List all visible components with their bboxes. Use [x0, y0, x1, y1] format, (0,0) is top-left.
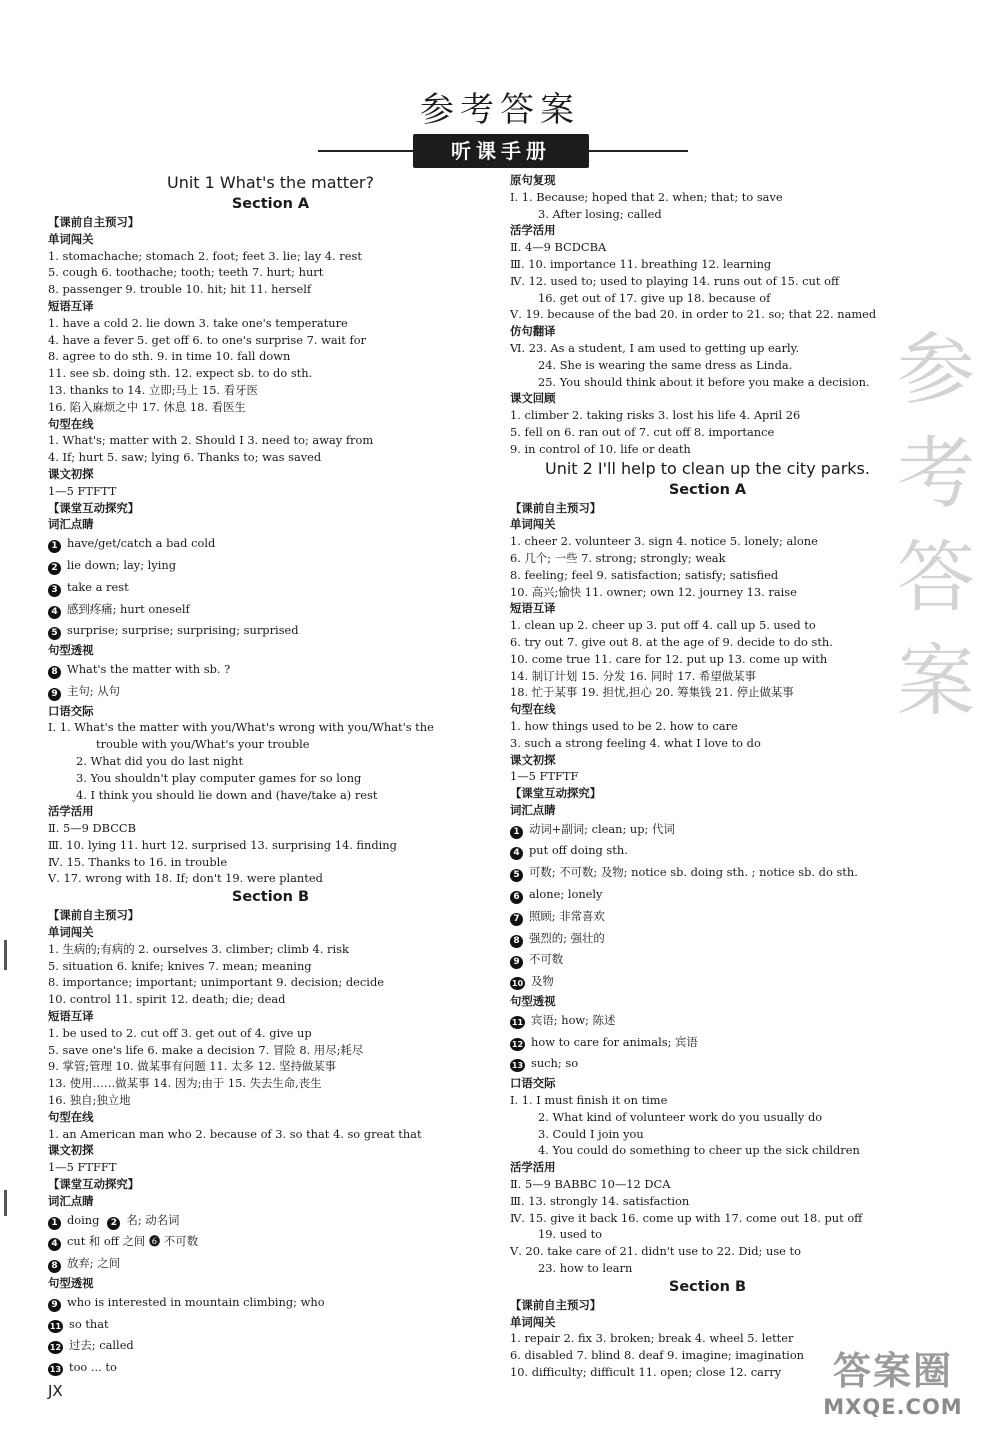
- answer-line: Ⅵ. 23. As a student, I am used to getting up early.: [510, 340, 800, 355]
- answer-line: 13. 使用……做某事 14. 因为;由于 15. 失去生命,丧生: [48, 1076, 322, 1091]
- answer-text: 放弃; 之间: [67, 1256, 121, 1271]
- answer-line: 8. passenger 9. trouble 10. hit; hit 11. herself: [48, 282, 312, 297]
- subsection-heading: 活学活用: [510, 223, 556, 238]
- answer-line: 25. You should think about it before you make a decision.: [538, 374, 870, 389]
- answer-line: 5. fell on 6. ran out of 7. cut off 8. importance: [510, 424, 775, 439]
- answer-line: 8. importance; important; unimportant 9. decision; decide: [48, 975, 384, 990]
- numbered-answer: [48, 599, 493, 621]
- answer-line: 1. cheer 2. volunteer 3. sign 4. notice 5. lonely; alone: [510, 534, 818, 549]
- right-column: [510, 172, 905, 1381]
- numbered-answer: [48, 1231, 493, 1253]
- subsection-heading: 原句复现: [510, 173, 556, 187]
- answer-line: 1. how things used to be 2. how to care: [510, 718, 738, 733]
- subsection-heading: 句型透视: [48, 643, 94, 658]
- watermark-text: [892, 318, 980, 734]
- subsection-heading: 句型在线: [48, 1109, 94, 1124]
- number-badge: 12: [511, 1039, 524, 1049]
- answer-text: doing: [67, 1212, 100, 1227]
- numbered-answer: [510, 971, 905, 993]
- number-badge: 4: [48, 1238, 61, 1251]
- number-badge: 8: [48, 666, 61, 679]
- answer-line: 1. What's; matter with 2. Should I 3. need to; away from: [48, 433, 374, 448]
- answer-line: 10. 高兴;愉快 11. owner; own 12. journey 13. raise: [510, 584, 797, 599]
- subsection-heading: 课文初探: [48, 466, 94, 481]
- answer-text: who is interested in mountain climbing; who: [67, 1294, 325, 1309]
- numbered-answer: [510, 1010, 905, 1032]
- answer-line: Ⅰ. 1. What's the matter with you/What's wrong with you/What's the: [48, 720, 434, 735]
- answer-line: 6. 几个; 一些 7. strong; strongly; weak: [510, 550, 726, 565]
- answer-text: how to care for animals; 宾语: [531, 1034, 698, 1049]
- answer-line: Ⅳ. 15. Thanks to 16. in trouble: [48, 854, 228, 869]
- subsection-heading: 单词闯关: [510, 517, 556, 532]
- answer-text: lie down; lay; lying: [67, 557, 177, 572]
- subsection-heading: 句型透视: [510, 994, 556, 1009]
- subsection-heading: 单词闯关: [48, 231, 94, 246]
- answer-line: Ⅳ. 12. used to; used to playing 14. runs out of 15. cut off: [510, 273, 840, 288]
- answer-line: 19. used to: [538, 1227, 603, 1242]
- answer-text: 过去; called: [69, 1338, 134, 1353]
- answer-text: surprise; surprise; surprising; surprised: [67, 623, 299, 638]
- answer-line: 5. cough 6. toothache; tooth; teeth 7. hurt; hurt: [48, 265, 324, 280]
- answer-line: 1. have a cold 2. lie down 3. take one's temperature: [48, 315, 348, 330]
- edge-mark: [4, 940, 7, 970]
- answer-line: 10. come true 11. care for 12. put up 13. come up with: [510, 651, 828, 666]
- answer-text: have/get/catch a bad cold: [67, 536, 216, 551]
- subsection-heading: 句型在线: [510, 702, 556, 717]
- answer-line: 9. in control of 10. life or death: [510, 441, 691, 456]
- number-badge: 2: [48, 562, 61, 575]
- section-heading: Section B: [668, 1278, 747, 1295]
- numbered-answer: [48, 1335, 493, 1357]
- answer-line: 9. 掌管;管理 10. 做某事有问题 11. 太多 12. 坚持做某事: [48, 1059, 337, 1074]
- answer-line: 16. get out of 17. give up 18. because of: [538, 290, 771, 305]
- number-badge: 11: [49, 1321, 62, 1331]
- numbered-answer: [48, 1253, 493, 1275]
- answer-line: Ⅰ. 1. Because; hoped that 2. when; that; to save: [510, 189, 783, 204]
- subsection-heading: 课文初探: [48, 1143, 94, 1158]
- answer-line: 2. What did you do last night: [76, 753, 244, 768]
- answer-line: Ⅱ. 5—9 DBCCB: [48, 821, 137, 836]
- subsection-heading: 【课堂互动探究】: [48, 500, 140, 515]
- answer-text: 可数; 不可数; 及物; notice sb. doing sth. ; notice sb. do sth.: [529, 865, 858, 880]
- watermark-char: 答: [896, 533, 975, 623]
- number-badge: 9: [48, 1299, 61, 1312]
- answer-line: 4. have a fever 5. get off 6. to one's surprise 7. wait for: [48, 332, 366, 347]
- section-heading: Section A: [668, 481, 747, 498]
- answer-line: Ⅴ. 20. take care of 21. didn't use to 22. Did; use to: [510, 1244, 801, 1259]
- subsection-heading: 【课前自主预习】: [510, 500, 602, 515]
- answer-line: Ⅲ. 10. lying 11. hurt 12. surprised 13. surprising 14. finding: [48, 837, 397, 852]
- answer-line: 6. try out 7. give out 8. at the age of 9. decide to do sth.: [510, 634, 833, 649]
- subsection-heading: 课文初探: [510, 752, 556, 767]
- logo-text: 答案圈: [832, 1349, 953, 1393]
- site-logo: [818, 1340, 968, 1430]
- answer-line: 1. 生病的;有病的 2. ourselves 3. climber; climb 4. risk: [48, 941, 349, 956]
- subsection-heading: 短语互译: [48, 1009, 94, 1024]
- numbered-answer: [48, 681, 493, 703]
- answer-line: 16. 陷入麻烦之中 17. 休息 18. 看医生: [48, 399, 246, 414]
- answer-line: 10. difficulty; difficult 11. open; close 12. carry: [510, 1365, 782, 1379]
- answer-text: so that: [69, 1316, 109, 1331]
- subsection-heading: 【课堂互动探究】: [510, 786, 602, 801]
- answer-line: 1. repair 2. fix 3. broken; break 4. wheel 5. letter: [510, 1331, 794, 1346]
- answer-line: 1. climber 2. taking risks 3. lost his life 4. April 26: [510, 408, 801, 423]
- answer-line: 1. an American man who 2. because of 3. so that 4. so great that: [48, 1126, 422, 1141]
- subsection-heading: 口语交际: [48, 703, 94, 718]
- answer-line: trouble with you/What's your trouble: [96, 737, 310, 752]
- subsection-heading: 句型透视: [48, 1276, 94, 1291]
- answer-text: 宾语; how; 陈述: [531, 1012, 616, 1027]
- subsection-heading: 单词闯关: [510, 1314, 556, 1329]
- answer-line: 24. She is wearing the same dress as Linda.: [538, 357, 793, 372]
- number-badge: 8: [510, 935, 523, 948]
- logo-url: MXQE.COM: [823, 1395, 963, 1419]
- answer-line: 8. agree to do sth. 9. in time 10. fall down: [48, 349, 291, 364]
- answer-line: Ⅴ. 19. because of the bad 20. in order to 21. so; that 22. named: [510, 307, 877, 322]
- subsection-heading: 句型在线: [48, 416, 94, 431]
- number-badge: 8: [48, 1260, 61, 1273]
- answer-line: 1. stomachache; stomach 2. foot; feet 3. lie; lay 4. rest: [48, 248, 362, 263]
- numbered-answer: [510, 906, 905, 928]
- answer-text: take a rest: [67, 579, 129, 594]
- answer-line: 1—5 FTFTT: [48, 483, 117, 498]
- left-column: [48, 172, 493, 1379]
- answer-line: 13. thanks to 14. 立即;马上 15. 看牙医: [48, 382, 258, 397]
- subsection-heading: 仿句翻译: [510, 324, 556, 339]
- answer-text: 感到疼痛; hurt oneself: [67, 601, 190, 616]
- answer-text: 强烈的; 强壮的: [529, 930, 605, 945]
- answer-line: 8. feeling; feel 9. satisfaction; satisfy; satisfied: [510, 567, 779, 582]
- answer-line: 16. 独自;独立地: [48, 1093, 131, 1108]
- answer-line: 3. After losing; called: [538, 206, 662, 221]
- answer-text: put off doing sth.: [529, 843, 628, 858]
- answer-line: 4. You could do something to cheer up the sick children: [538, 1143, 860, 1158]
- answer-line: 1—5 FTFTF: [510, 769, 579, 784]
- answer-line: Ⅳ. 15. give it back 16. come up with 17. come out 18. put off: [510, 1210, 863, 1225]
- answer-text: 及物: [531, 974, 554, 989]
- watermark-char: 考: [896, 429, 975, 519]
- subsection-heading: 【课前自主预习】: [48, 215, 140, 229]
- answer-line: 3. such a strong feeling 4. what I love to do: [510, 735, 761, 750]
- answer-line: 3. Could I join you: [538, 1126, 644, 1141]
- banner-rule-left: [318, 150, 418, 152]
- answer-line: 1. clean up 2. cheer up 3. put off 4. call up 5. used to: [510, 618, 816, 633]
- numbered-answer: [48, 533, 493, 555]
- answer-line: Ⅲ. 10. importance 11. breathing 12. learning: [510, 256, 772, 271]
- unit-heading: Unit 1 What's the matter?: [167, 173, 374, 192]
- number-badge: 5: [48, 627, 61, 640]
- answer-text: too ... to: [69, 1360, 117, 1375]
- number-badge: 4: [510, 847, 523, 860]
- numbered-answer: [48, 1292, 493, 1314]
- answer-line: Ⅲ. 13. strongly 14. satisfaction: [510, 1193, 690, 1208]
- numbered-answer: [48, 555, 493, 577]
- answer-line: 3. You shouldn't play computer games for so long: [76, 770, 362, 785]
- answer-text: 照顾; 非常喜欢: [529, 908, 605, 923]
- answer-text: cut 和 off 之间 ❻ 不可数: [67, 1234, 199, 1249]
- numbered-answer: [510, 1032, 905, 1054]
- unit-heading: Unit 2 I'll help to clean up the city parks.: [545, 458, 870, 478]
- subsection-heading: 短语互译: [48, 298, 94, 313]
- numbered-answer: [48, 577, 493, 599]
- answer-line: 5. save one's life 6. make a decision 7. 冒险 8. 用尽;耗尽: [48, 1042, 364, 1057]
- answer-line: Ⅴ. 17. wrong with 18. If; don't 19. were planted: [48, 871, 323, 886]
- numbered-answer: [48, 1210, 493, 1232]
- answer-line: Ⅰ. 1. I must finish it on time: [510, 1093, 668, 1108]
- numbered-answer: [510, 884, 905, 906]
- answer-text: What's the matter with sb. ?: [67, 661, 231, 676]
- number-badge: 7: [510, 913, 523, 926]
- numbered-answer: [48, 1314, 493, 1336]
- number-badge: 13: [49, 1365, 62, 1375]
- number-badge: 9: [510, 956, 523, 969]
- number-badge: 13: [511, 1061, 524, 1071]
- number-badge: 11: [511, 1017, 524, 1027]
- edge-mark: [4, 1190, 7, 1216]
- number-badge: 1: [510, 826, 523, 839]
- number-badge: 1: [48, 540, 61, 553]
- section-heading: Section B: [231, 889, 310, 906]
- subsection-heading: 短语互译: [510, 601, 556, 616]
- page-title: 参考答案: [420, 90, 580, 130]
- answer-line: Ⅱ. 5—9 BABBC 10—12 DCA: [510, 1177, 671, 1192]
- number-badge: 9: [48, 688, 61, 701]
- numbered-answer: [510, 928, 905, 950]
- subsection-heading: 词汇点睛: [510, 802, 556, 817]
- watermark-char: 参: [896, 325, 975, 415]
- answer-line: 18. 忙于某事 19. 担忧,担心 20. 筹集钱 21. 停止做某事: [510, 685, 794, 700]
- subsection-heading: 活学活用: [510, 1160, 556, 1175]
- subsection-heading: 【课堂互动探究】: [48, 1177, 140, 1192]
- subsection-heading: 词汇点睛: [48, 517, 94, 532]
- answer-text: 名; 动名词: [126, 1212, 180, 1227]
- answer-line: 11. see sb. doing sth. 12. expect sb. to do sth.: [48, 366, 313, 381]
- answer-text: 动词+副词; clean; up; 代词: [529, 821, 675, 836]
- subsection-heading: 活学活用: [48, 804, 94, 819]
- answer-line: 10. control 11. spirit 12. death; die; dead: [48, 992, 286, 1007]
- subsection-heading: 单词闯关: [48, 925, 94, 940]
- answer-line: 23. how to learn: [538, 1261, 633, 1276]
- number-badge: 1: [48, 1217, 61, 1230]
- number-badge: 12: [49, 1343, 62, 1353]
- number-badge: 4: [48, 606, 61, 619]
- answer-line: Ⅱ. 4—9 BCDCBA: [510, 240, 607, 255]
- subsection-heading: 口语交际: [510, 1076, 556, 1091]
- section-heading: Section A: [231, 196, 310, 212]
- numbered-answer: [510, 840, 905, 862]
- watermark-char: 案: [896, 637, 975, 727]
- number-badge: 3: [48, 584, 61, 597]
- answer-line: 6. disabled 7. blind 8. deaf 9. imagine; imagination: [510, 1348, 805, 1363]
- answer-text: 主句; 从句: [67, 683, 121, 698]
- footer-code: JX: [48, 1382, 63, 1400]
- numbered-answer: [48, 659, 493, 681]
- answer-line: 14. 制订计划 15. 分发 16. 同时 17. 希望做某事: [510, 668, 756, 683]
- number-badge: 10: [511, 979, 524, 989]
- numbered-answer: [510, 949, 905, 971]
- numbered-answer: [510, 1053, 905, 1075]
- numbered-answer: [510, 819, 905, 841]
- answer-line: 4. If; hurt 5. saw; lying 6. Thanks to; was saved: [48, 450, 322, 465]
- answer-line: 4. I think you should lie down and (have/take a) rest: [76, 787, 378, 802]
- banner-rule-right: [584, 150, 688, 152]
- number-badge: 5: [510, 869, 523, 882]
- answer-line: 1—5 FTFFT: [48, 1160, 117, 1175]
- answer-text: 不可数: [529, 952, 564, 967]
- answer-line: 1. be used to 2. cut off 3. get out of 4. give up: [48, 1025, 312, 1040]
- number-badge: 2: [107, 1217, 120, 1230]
- subsection-heading: 词汇点睛: [48, 1193, 94, 1208]
- answer-text: such; so: [531, 1056, 579, 1071]
- answer-line: 2. What kind of volunteer work do you usually do: [538, 1109, 823, 1124]
- subsection-heading: 【课前自主预习】: [510, 1297, 602, 1312]
- subsection-heading: 【课前自主预习】: [48, 908, 140, 923]
- answer-text: alone; lonely: [529, 887, 603, 902]
- answer-line: 5. situation 6. knife; knives 7. mean; meaning: [48, 958, 312, 973]
- number-badge: 6: [510, 891, 523, 904]
- numbered-answer: [48, 620, 493, 642]
- numbered-answer: [48, 1357, 493, 1379]
- subsection-heading: 课文回顾: [510, 391, 556, 406]
- numbered-answer: [510, 862, 905, 884]
- section-banner: 听课手册: [413, 134, 589, 168]
